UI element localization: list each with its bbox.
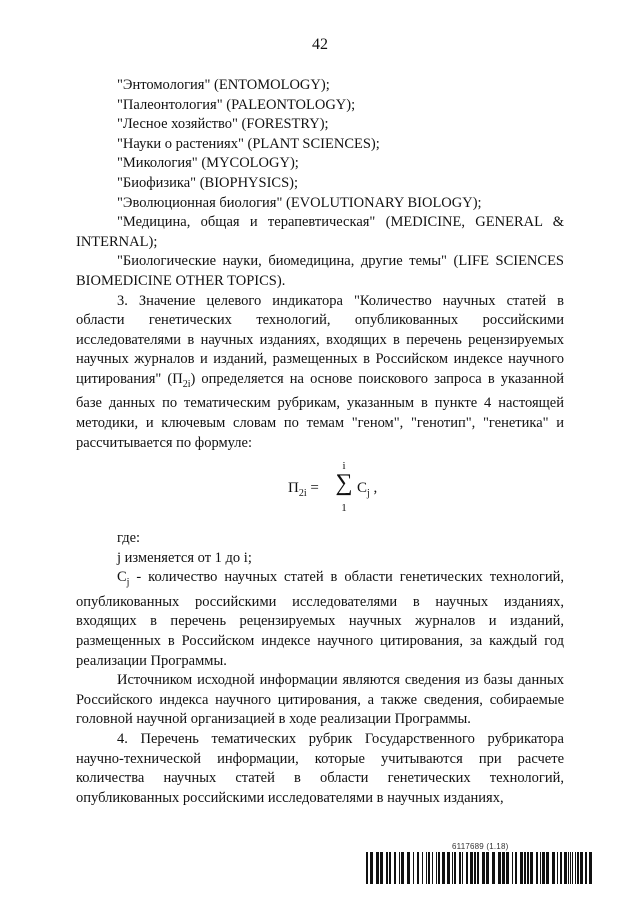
barcode-bar bbox=[376, 852, 379, 884]
barcode-bar bbox=[506, 852, 509, 884]
paragraph-4: 4. Перечень тематических рубрик Государственного рубрикатора научно-технической информации, которые учитываются при расчете количества научных статей в области генетических технологий, опубликованных российскими исследователями в научных изданиях, bbox=[76, 731, 564, 806]
barcode-bar bbox=[570, 852, 571, 884]
barcode-bar bbox=[401, 852, 404, 884]
cj-subscript: j bbox=[126, 577, 130, 589]
formula bbox=[76, 453, 564, 529]
barcode-bar bbox=[502, 852, 505, 884]
barcode-bar bbox=[486, 852, 489, 884]
barcode-bar bbox=[399, 852, 400, 884]
formula-lhs bbox=[288, 479, 319, 504]
indicator-symbol bbox=[172, 370, 191, 390]
barcode-bar bbox=[380, 852, 383, 884]
barcode-bar bbox=[426, 852, 427, 884]
barcode-bar bbox=[407, 852, 410, 884]
indicator-symbol-letter: П bbox=[172, 370, 183, 387]
rubric-medicine: "Медицина, общая и терапевтическая" (MEDICINE, GENERAL & INTERNAL); bbox=[76, 214, 564, 250]
indicator-symbol-subscript: 2i bbox=[182, 378, 191, 390]
barcode-bar bbox=[568, 852, 569, 884]
rubric-forestry: "Лесное хозяйство" (FORESTRY); bbox=[117, 116, 329, 133]
rubric-paleontology: "Палеонтология" (PALEONTOLOGY); bbox=[117, 96, 356, 113]
barcode-bar bbox=[585, 852, 587, 884]
barcode-bar bbox=[572, 852, 573, 884]
barcode-bar bbox=[527, 852, 529, 884]
barcode-bar bbox=[560, 852, 562, 884]
barcode bbox=[366, 852, 592, 884]
barcode-bar bbox=[557, 852, 558, 884]
formula-lhs-letter: П bbox=[288, 480, 299, 497]
paragraph-3-text-start: 3. Значение целевого индикатора "Количество научных статей в области генетических технологий, опубликованных российскими исследователями в научных изданиях, входящих в перечень рецензируемых научных журналов и изданий, размещенных в Российском индексе научного цитирования" ( bbox=[76, 292, 564, 387]
where-label: где: bbox=[117, 530, 141, 547]
sigma-symbol: ∑ bbox=[335, 470, 353, 497]
barcode-bar bbox=[459, 852, 461, 884]
barcode-bar bbox=[389, 852, 391, 884]
barcode-bar bbox=[477, 852, 479, 884]
barcode-bar bbox=[438, 852, 440, 884]
document-code: 6117689 (1.18) bbox=[452, 842, 509, 851]
formula-term-letter: C bbox=[357, 480, 368, 497]
barcode-bar bbox=[542, 852, 545, 884]
page-number: 42 bbox=[312, 36, 328, 53]
formula-equals: = bbox=[310, 480, 319, 497]
barcode-bar bbox=[492, 852, 495, 884]
formula-term bbox=[357, 479, 377, 504]
barcode-bar bbox=[436, 852, 437, 884]
rubric-evolutionary-biology: "Эволюционная биология" (EVOLUTIONARY BIOLOGY); bbox=[117, 194, 482, 211]
barcode-bar bbox=[386, 852, 388, 884]
cj-text: - количество научных статей в области генетических технологий, опубликованных российскими исследователями в научных изданиях, входящих в перечень рецензируемых научных журналов и изданий, размещенных в Российском индексе научного цитирования, за каждый год реализации Программы. bbox=[76, 569, 564, 669]
barcode-bar bbox=[577, 852, 579, 884]
barcode-bar bbox=[447, 852, 450, 884]
barcode-bar bbox=[452, 852, 453, 884]
barcode-bar bbox=[466, 852, 468, 884]
cj-definition bbox=[76, 568, 564, 671]
barcode-bar bbox=[564, 852, 567, 884]
barcode-bar bbox=[546, 852, 549, 884]
barcode-bar bbox=[520, 852, 523, 884]
rubric-entomology: "Энтомология" (ENTOMOLOGY); bbox=[117, 77, 330, 93]
barcode-bar bbox=[580, 852, 583, 884]
rubric-mycology: "Микология" (MYCOLOGY); bbox=[117, 155, 299, 172]
barcode-bar bbox=[575, 852, 576, 884]
j-range: j изменяется от 1 до i; bbox=[117, 549, 252, 566]
paragraph-3 bbox=[76, 292, 564, 454]
barcode-bar bbox=[366, 852, 368, 884]
formula-term-subscript: j bbox=[367, 488, 370, 500]
barcode-bar bbox=[524, 852, 526, 884]
barcode-bar bbox=[482, 852, 485, 884]
barcode-bar bbox=[462, 852, 463, 884]
barcode-bar bbox=[515, 852, 517, 884]
barcode-bar bbox=[540, 852, 541, 884]
cj-letter: C bbox=[117, 569, 127, 586]
barcode-bar bbox=[474, 852, 476, 884]
rubric-plant-sciences: "Науки о растениях" (PLANT SCIENCES); bbox=[117, 135, 380, 152]
barcode-bar bbox=[498, 852, 501, 884]
document-body bbox=[76, 76, 564, 808]
rubric-life-sciences: "Биологические науки, биомедицина, другие темы" (LIFE SCIENCES BIOMEDICINE OTHER TOPICS). bbox=[76, 253, 564, 289]
formula-lhs-subscript: 2i bbox=[298, 488, 307, 500]
barcode-bar bbox=[394, 852, 396, 884]
barcode-bar bbox=[413, 852, 414, 884]
barcode-bar bbox=[530, 852, 533, 884]
barcode-bar bbox=[470, 852, 473, 884]
barcode-bar bbox=[422, 852, 423, 884]
barcode-bar bbox=[442, 852, 445, 884]
barcode-bar bbox=[428, 852, 430, 884]
barcode-bar bbox=[512, 852, 513, 884]
rubric-biophysics: "Биофизика" (BIOPHYSICS); bbox=[117, 174, 298, 191]
paragraph-3-text-end: ) определяется на основе поискового запроса в указанной базе данных по тематическим рубрикам, указанным в пункте 4 настоящей методики, и ключевым словам по темам "геном", "генотип", "генетика" и рассчитывается по формуле: bbox=[76, 370, 564, 451]
barcode-bar bbox=[370, 852, 373, 884]
barcode-bar bbox=[432, 852, 433, 884]
barcode-bar bbox=[589, 852, 592, 884]
barcode-bar bbox=[454, 852, 456, 884]
sum-upper-limit: i bbox=[342, 460, 346, 473]
sum-lower-limit: 1 bbox=[341, 502, 347, 515]
source-paragraph: Источником исходной информации являются сведения из базы данных Российского индекса научного цитирования, а также сведения, собираемые головной научной организацией в ходе реализации Программы. bbox=[76, 672, 564, 728]
barcode-bar bbox=[536, 852, 538, 884]
formula-tail: , bbox=[373, 480, 378, 497]
barcode-bar bbox=[417, 852, 419, 884]
barcode-bar bbox=[552, 852, 555, 884]
